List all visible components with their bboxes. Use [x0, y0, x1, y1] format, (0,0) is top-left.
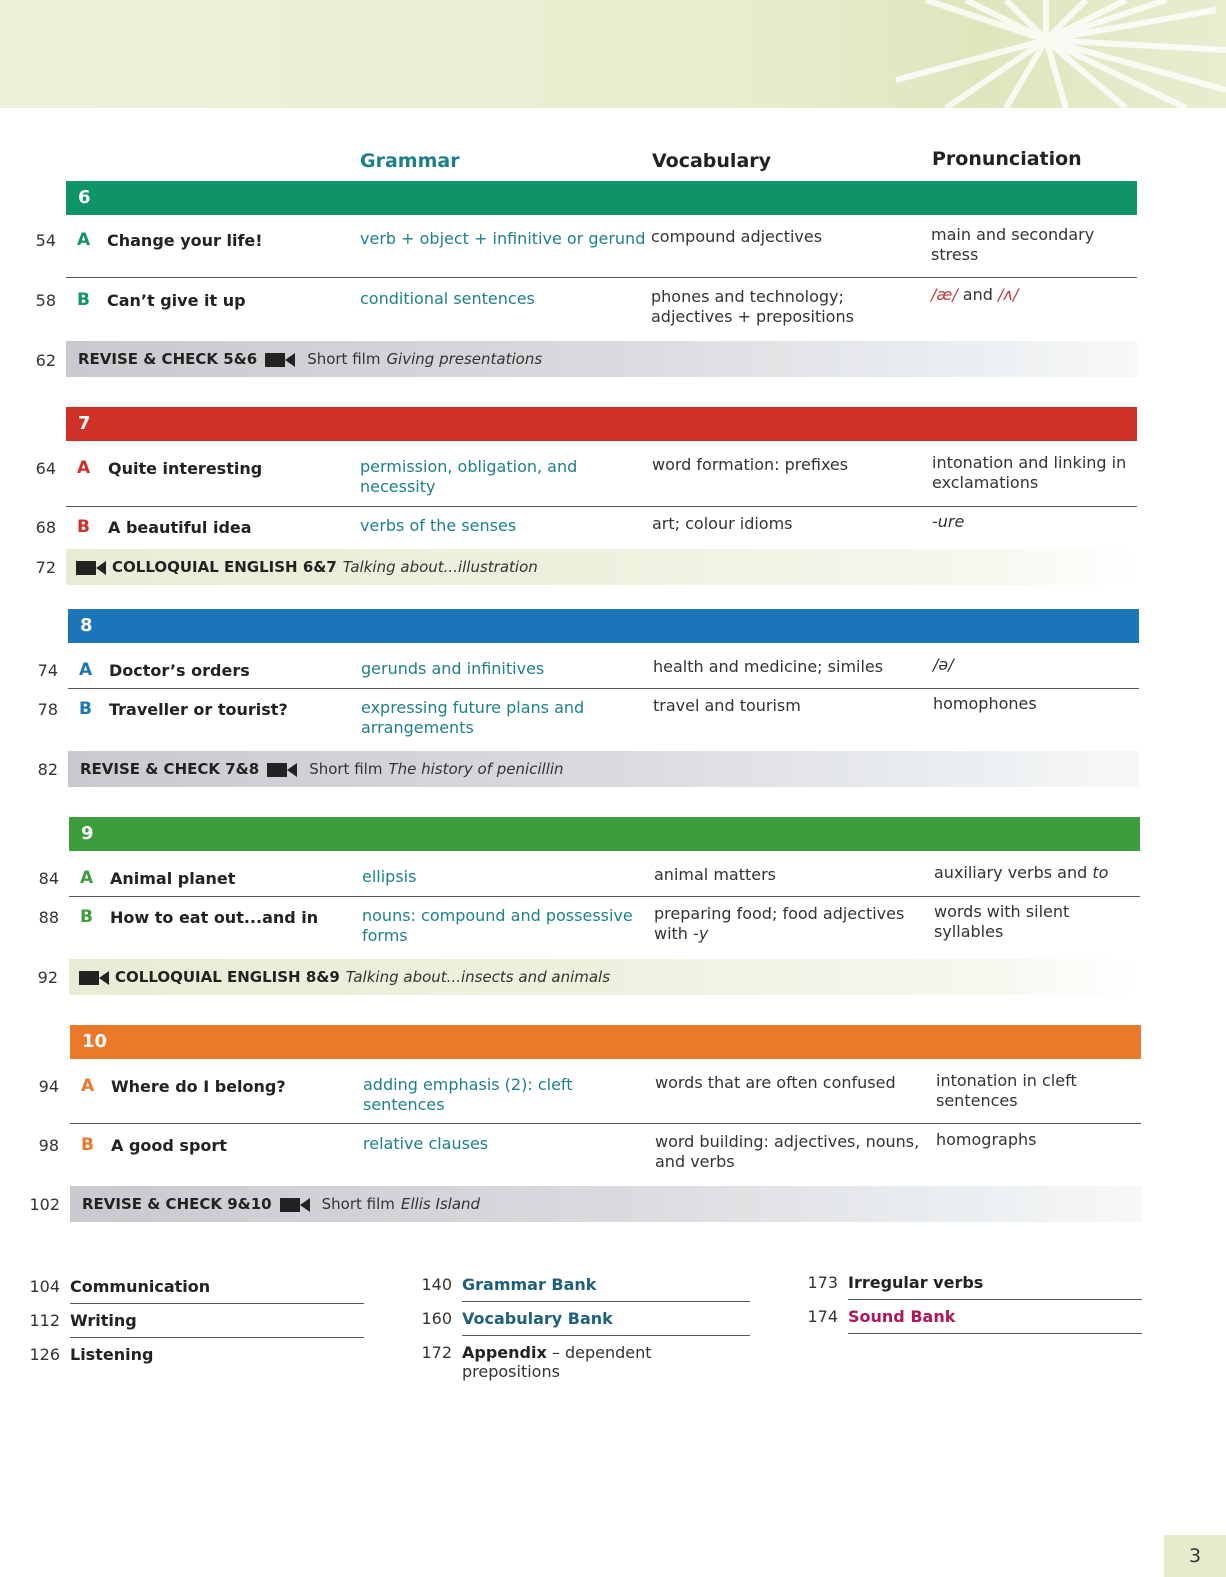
band-page: 82 — [37, 760, 58, 779]
row-divider — [69, 896, 1140, 897]
lesson-grammar: nouns: compound and possessive forms — [362, 906, 633, 945]
lesson-title: A beautiful idea — [108, 518, 252, 537]
lesson-letter: B — [81, 1135, 94, 1155]
phoneme: /ʌ/ — [998, 285, 1019, 304]
ref-page: 126 — [29, 1345, 60, 1364]
band-film-title: Talking about...illustration — [342, 558, 538, 576]
revise-check-band[interactable] — [66, 341, 1137, 377]
band-page: 62 — [35, 351, 56, 370]
lesson-page: 98 — [38, 1136, 59, 1155]
reference-column-1 — [28, 1270, 364, 1372]
pron-and: and — [962, 285, 993, 304]
reference-item[interactable] — [28, 1338, 364, 1372]
band-label: COLLOQUIAL ENGLISH 6&7 — [112, 558, 337, 576]
lesson-title: A good sport — [111, 1136, 227, 1155]
lesson-grammar: verb + object + infinitive or gerund — [360, 229, 646, 248]
reference-item[interactable] — [28, 1304, 364, 1338]
lesson-vocab: compound adjectives — [651, 227, 823, 246]
band-page: 102 — [29, 1195, 60, 1214]
pron-italic: to — [1092, 863, 1109, 882]
lesson-letter: B — [79, 699, 92, 719]
lesson-vocab: travel and tourism — [653, 696, 801, 715]
reference-item[interactable] — [806, 1266, 1142, 1300]
ref-label: Writing — [70, 1311, 137, 1330]
unit-7-bar: 7 — [66, 407, 1137, 441]
video-camera-icon — [79, 970, 109, 986]
row-divider — [68, 688, 1139, 689]
lesson-title: Doctor’s orders — [109, 661, 250, 680]
lesson-pron: intonation in cleft sentences — [936, 1071, 1077, 1110]
unit-6-bar: 6 — [66, 181, 1137, 215]
lesson-pron: homographs — [936, 1130, 1037, 1149]
lesson-letter: A — [79, 660, 93, 680]
revise-check-band[interactable] — [70, 1186, 1141, 1222]
video-camera-icon — [76, 560, 106, 576]
colloquial-english-band[interactable] — [66, 549, 1137, 585]
lesson-grammar: adding emphasis (2): cleft sentences — [363, 1075, 573, 1114]
band-film-title: Giving presentations — [386, 350, 543, 368]
video-camera-icon — [267, 762, 297, 778]
pron-text: auxiliary verbs and — [934, 863, 1088, 882]
lesson-pron — [934, 863, 1139, 883]
revise-check-band[interactable] — [68, 751, 1139, 787]
lesson-page: 74 — [37, 661, 58, 680]
row-divider — [66, 506, 1137, 507]
lesson-vocab — [654, 904, 919, 944]
band-film-title: Talking about...insects and animals — [345, 968, 611, 986]
band-film: Short film — [307, 350, 381, 368]
ref-page: 140 — [421, 1275, 452, 1294]
unit-8-bar: 8 — [68, 609, 1139, 643]
header-vocabulary: Vocabulary — [652, 150, 772, 172]
lesson-title: Quite interesting — [108, 459, 263, 478]
lesson-title: Can’t give it up — [107, 291, 246, 310]
reference-item[interactable] — [420, 1302, 750, 1336]
lesson-page: 94 — [38, 1077, 59, 1096]
ref-page: 160 — [421, 1309, 452, 1328]
lesson-title: Animal planet — [110, 869, 236, 888]
lesson-grammar: gerunds and infinitives — [361, 659, 545, 678]
ref-page: 174 — [807, 1307, 838, 1326]
ref-label: Listening — [70, 1345, 154, 1364]
lesson-letter: B — [77, 517, 90, 537]
lesson-title: Where do I belong? — [111, 1077, 286, 1096]
vocab-text: preparing food; food adjectives with — [654, 904, 905, 943]
lesson-vocab: word formation: prefixes — [652, 455, 849, 474]
lesson-letter: A — [77, 458, 91, 478]
ref-label-rest: – dependent prepositions — [462, 1343, 652, 1381]
lesson-page: 84 — [38, 869, 59, 888]
unit-9-bar: 9 — [69, 817, 1140, 851]
ref-page: 112 — [29, 1311, 60, 1330]
vocab-italic: -y — [693, 924, 709, 943]
lesson-vocab: animal matters — [654, 865, 777, 884]
row-divider — [66, 277, 1137, 278]
band-label: REVISE & CHECK 9&10 — [82, 1195, 272, 1213]
lesson-page: 54 — [35, 231, 56, 250]
row-divider — [70, 1123, 1141, 1124]
ref-label: Communication — [70, 1277, 211, 1296]
lesson-vocab: health and medicine; similes — [653, 657, 884, 676]
ref-label — [462, 1343, 750, 1381]
lesson-page: 58 — [35, 291, 56, 310]
reference-item[interactable] — [806, 1300, 1142, 1334]
reference-column-3 — [806, 1266, 1142, 1334]
band-label: COLLOQUIAL ENGLISH 8&9 — [115, 968, 340, 986]
colloquial-english-band[interactable] — [69, 959, 1140, 995]
lesson-page: 78 — [37, 700, 58, 719]
lesson-pron: /ə/ — [933, 655, 954, 674]
ref-label: Vocabulary Bank — [462, 1309, 613, 1328]
ref-page: 173 — [807, 1273, 838, 1292]
lesson-grammar: expressing future plans and arrangements — [361, 698, 585, 737]
band-label: REVISE & CHECK 5&6 — [78, 350, 258, 368]
lesson-title: How to eat out...and in — [110, 908, 319, 927]
lesson-grammar: ellipsis — [362, 867, 417, 886]
lesson-pron: words with silent syllables — [934, 902, 1070, 941]
page-number: 3 — [1164, 1535, 1226, 1577]
reference-column-2 — [420, 1268, 750, 1381]
lesson-pron: main and secondary stress — [931, 225, 1095, 264]
band-page: 92 — [37, 968, 58, 987]
band-label: REVISE & CHECK 7&8 — [80, 760, 260, 778]
lesson-pron: homophones — [933, 694, 1037, 713]
band-film: Short film — [309, 760, 383, 778]
lesson-title: Change your life! — [107, 231, 263, 250]
unit-10-bar: 10 — [70, 1025, 1141, 1059]
lesson-grammar: relative clauses — [363, 1134, 489, 1153]
video-camera-icon — [280, 1197, 310, 1213]
lesson-pron: -ure — [932, 512, 965, 531]
sunburst-decoration — [626, 0, 1226, 108]
lesson-letter: A — [77, 230, 91, 250]
header-grammar: Grammar — [360, 150, 460, 172]
lesson-letter: B — [80, 907, 93, 927]
reference-item[interactable] — [28, 1270, 364, 1304]
lesson-page: 68 — [35, 518, 56, 537]
band-page: 72 — [35, 558, 56, 577]
ref-label: Irregular verbs — [848, 1273, 984, 1292]
lesson-pron — [931, 285, 1131, 305]
lesson-grammar: permission, obligation, and necessity — [360, 457, 578, 496]
video-camera-icon — [265, 352, 295, 368]
reference-item[interactable] — [420, 1268, 750, 1302]
lesson-letter: A — [81, 1076, 95, 1096]
lesson-page: 88 — [38, 908, 59, 927]
lesson-vocab: words that are often confused — [655, 1073, 896, 1092]
top-decorative-band — [0, 0, 1226, 108]
ref-page: 172 — [421, 1343, 452, 1362]
lesson-title: Traveller or tourist? — [109, 700, 288, 719]
band-film-title: The history of penicillin — [388, 760, 564, 778]
lesson-letter: A — [80, 868, 94, 888]
lesson-grammar: conditional sentences — [360, 289, 535, 308]
lesson-pron: intonation and linking in exclamations — [932, 453, 1127, 492]
phoneme: /æ/ — [931, 285, 958, 304]
lesson-letter: B — [77, 290, 90, 310]
lesson-vocab: phones and technology; adjectives + prepositions — [651, 287, 854, 326]
ref-label: Grammar Bank — [462, 1275, 597, 1294]
lesson-page: 64 — [35, 459, 56, 478]
lesson-grammar: verbs of the senses — [360, 516, 517, 535]
ref-divider — [848, 1333, 1142, 1334]
ref-label-bold: Appendix — [462, 1343, 547, 1362]
band-film-title: Ellis Island — [400, 1195, 481, 1213]
ref-page: 104 — [29, 1277, 60, 1296]
reference-item[interactable] — [420, 1336, 750, 1381]
ref-label: Sound Bank — [848, 1307, 956, 1326]
band-film: Short film — [321, 1195, 395, 1213]
lesson-vocab: word building: adjectives, nouns, and verbs — [655, 1132, 920, 1171]
header-pronunciation: Pronunciation — [932, 148, 1082, 170]
lesson-vocab: art; colour idioms — [652, 514, 793, 533]
